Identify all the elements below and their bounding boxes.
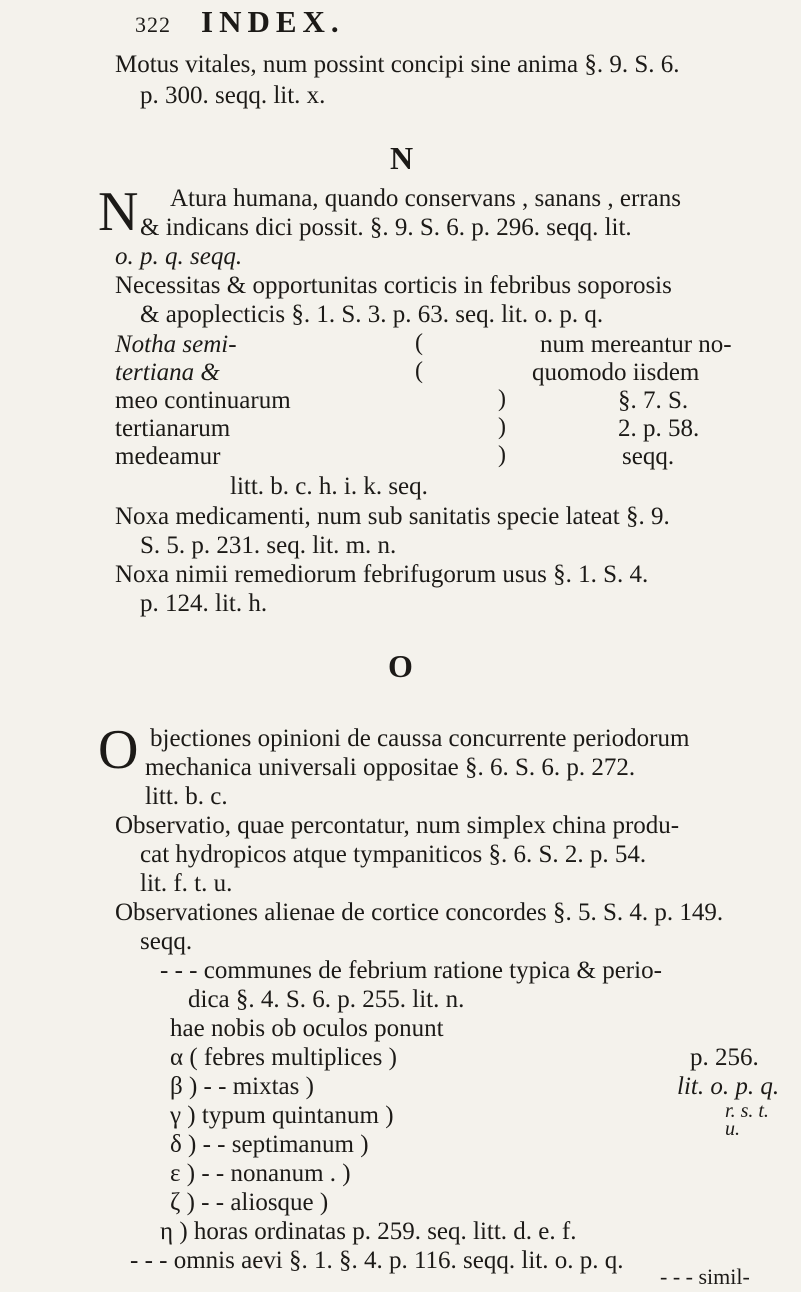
entry-line: η ) horas ordinatas p. 259. seq. litt. d. e. f.	[160, 1218, 577, 1245]
entry-line: Necessitas & opportunitas corticis in febribus soporosis	[115, 272, 672, 299]
brace-mark: (	[415, 358, 423, 384]
entry-line: hae nobis ob oculos ponunt	[170, 1015, 444, 1042]
entry-line: p. 124. lit. h.	[140, 590, 268, 617]
table-right-cell: quomodo iisdem	[532, 359, 700, 386]
drop-cap-n: N	[98, 181, 139, 243]
entry-line: litt. b. c. h. i. k. seq.	[230, 473, 428, 500]
list-item: δ ) - - septimanum )	[170, 1131, 369, 1158]
side-reference: lit. o. p. q.	[677, 1073, 780, 1100]
entry-line: cat hydropicos atque tympaniticos §. 6. S. 2. p. 54.	[140, 841, 647, 868]
entry-line: mechanica universali oppositae §. 6. S. 6. p. 272.	[145, 754, 636, 781]
section-letter-o: O	[388, 648, 413, 684]
entry-line: - - - omnis aevi §. 1. §. 4. p. 116. seqq. lit. o. p. q.	[130, 1247, 624, 1274]
brace-mark: )	[498, 442, 506, 468]
list-item: ε ) - - nonanum . )	[170, 1160, 351, 1187]
list-item: ζ ) - - aliosque )	[170, 1189, 329, 1216]
entry-line: Observatio, quae percontatur, num simplex china produ-	[115, 812, 680, 839]
entry-line: o. p. q. seqq.	[115, 243, 243, 270]
table-left-cell: Notha semi-	[115, 331, 237, 358]
side-reference: p. 256.	[690, 1044, 759, 1071]
entry-line: Noxa nimii remediorum febrifugorum usus §. 1. S. 4.	[115, 561, 649, 588]
table-left-cell: tertiana &	[115, 359, 220, 386]
index-title: INDEX.	[201, 4, 345, 39]
entry-line: dica §. 4. S. 6. p. 255. lit. n.	[188, 986, 465, 1013]
entry-line: - - - communes de febrium ratione typica & perio-	[160, 957, 662, 984]
entry-line: lit. f. t. u.	[140, 870, 233, 897]
entry-line: Atura humana, quando conservans , sanans , errans	[170, 185, 681, 212]
entry-line: S. 5. p. 231. seq. lit. m. n.	[140, 532, 397, 559]
table-left-cell: meo continuarum	[115, 387, 291, 414]
brace-mark: (	[415, 330, 423, 356]
section-letter-n: N	[390, 140, 414, 176]
entry-line: - - - simil-	[660, 1264, 750, 1289]
entry-line: Noxa medicamenti, num sub sanitatis specie lateat §. 9.	[115, 503, 670, 530]
list-item: γ ) typum quintanum )	[170, 1102, 394, 1129]
entry-line: Motus vitales, num possint concipi sine anima §. 9. S. 6.	[115, 51, 680, 78]
brace-mark: )	[498, 414, 506, 440]
table-right-cell: seqq.	[622, 443, 675, 470]
entry-line: & indicans dici possit. §. 9. S. 6. p. 296. seqq. lit.	[140, 214, 632, 241]
entry-line: p. 300. seqq. lit. x.	[140, 82, 326, 109]
entry-line: bjectiones opinioni de caussa concurrente periodorum	[150, 725, 690, 752]
running-header	[135, 4, 345, 40]
entry-line: seqq.	[140, 928, 193, 955]
side-reference: r. s. t. u.	[725, 1100, 769, 1140]
entry-line: Observationes alienae de cortice concordes §. 5. S. 4. p. 149.	[115, 899, 724, 926]
brace-mark: )	[498, 386, 506, 412]
entry-line: & apoplecticis §. 1. S. 3. p. 63. seq. lit. o. p. q.	[140, 301, 604, 328]
entry-line: litt. b. c.	[145, 783, 228, 810]
table-left-cell: medeamur	[115, 443, 221, 470]
page-number: 322	[135, 12, 171, 37]
table-right-cell: 2. p. 58.	[618, 415, 700, 442]
table-right-cell: §. 7. S.	[618, 387, 689, 414]
list-item: β ) - - mixtas )	[170, 1073, 314, 1100]
drop-cap-o: O	[98, 719, 139, 781]
table-right-cell: num mereantur no-	[540, 331, 732, 358]
table-left-cell: tertianarum	[115, 415, 231, 442]
list-item: α ( febres multiplices )	[170, 1044, 397, 1071]
